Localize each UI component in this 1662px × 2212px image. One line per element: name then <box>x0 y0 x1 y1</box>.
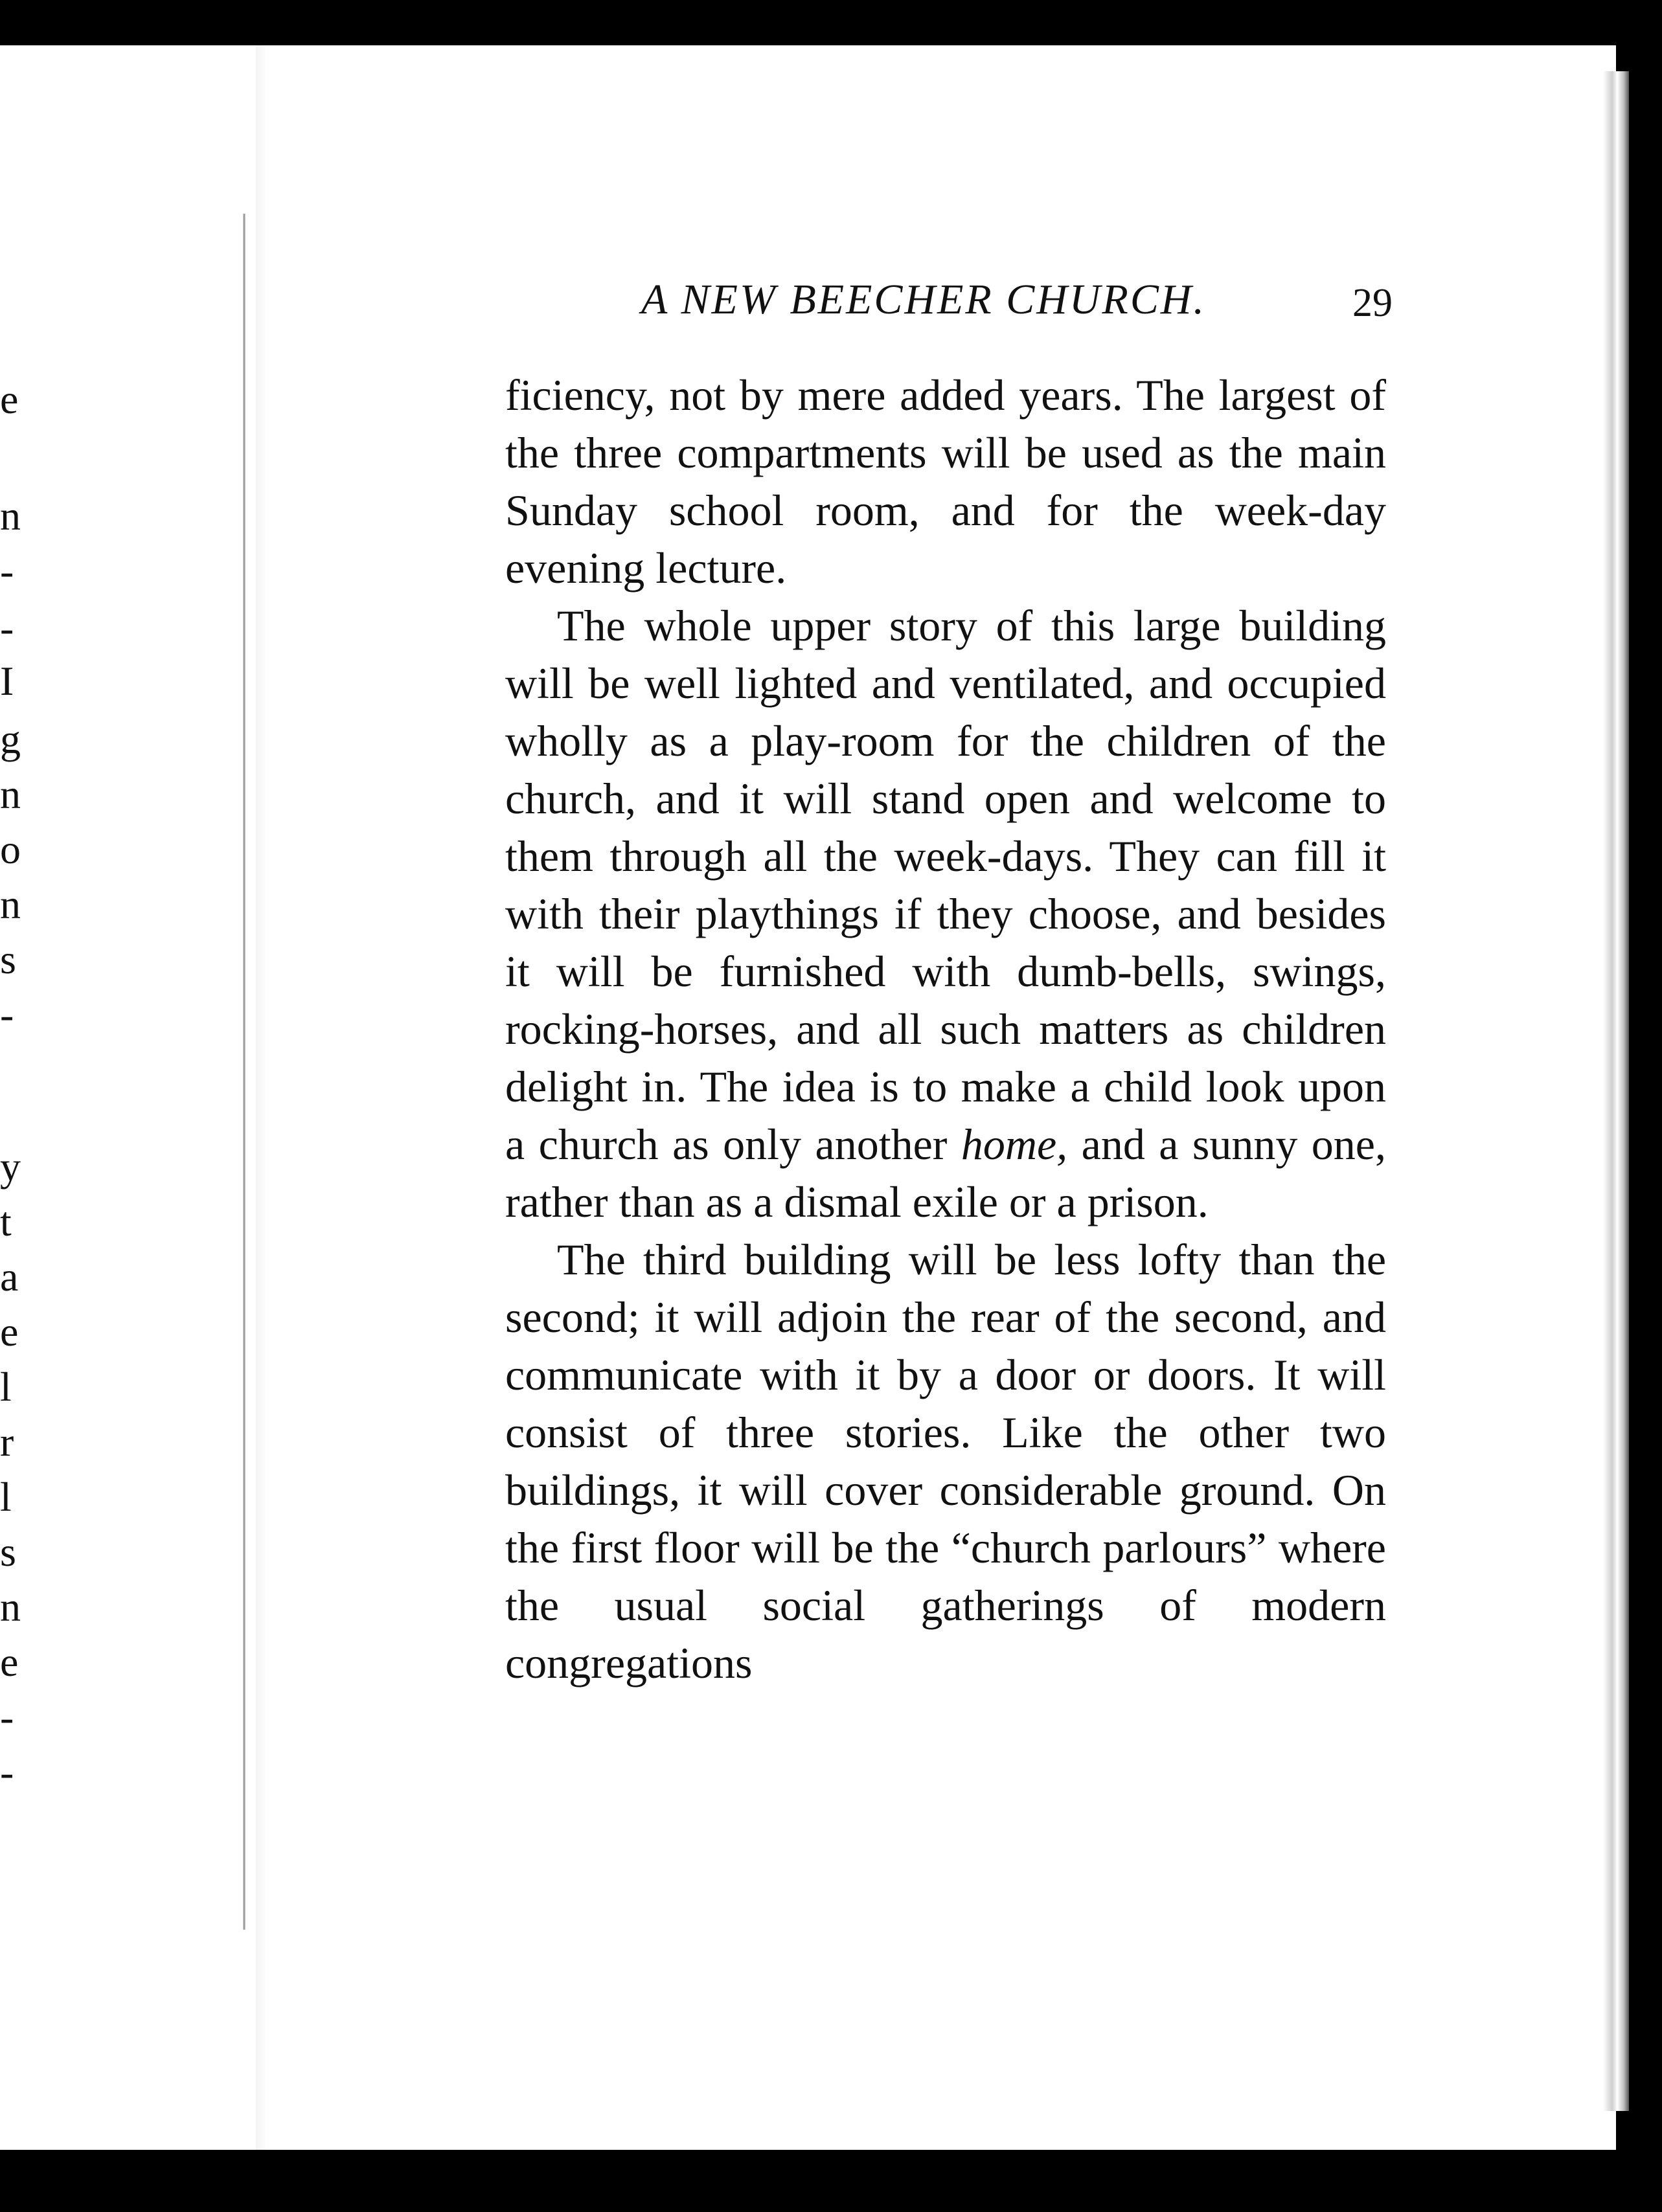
facing-letter: n <box>0 493 21 539</box>
facing-letter: n <box>0 881 21 927</box>
page-number: 29 <box>1352 281 1393 325</box>
facing-letter: e <box>0 1639 19 1685</box>
body-text <box>505 367 1386 1692</box>
facing-letter: l <box>0 1474 12 1520</box>
facing-letter: e <box>0 1309 19 1355</box>
facing-letter: - <box>0 991 14 1037</box>
facing-letter: n <box>0 1584 21 1630</box>
facing-letter: e <box>0 376 19 422</box>
emphasized-word: home, <box>961 1120 1068 1169</box>
page-edge-shadow <box>1603 71 1629 2111</box>
paragraph-text: The whole upper story of this large building will be well lighted and ventilated, and occupied wholly as a play-room for the children of the church, and it will stand open and welcome to them through all the week-days. They can fill it with their playthings if they choose, and besides it will be furnished with dumb-bells, swings, rocking-horses, and all such matters as children delight in. The idea is to make a child look upon a church as only another <box>505 601 1386 1169</box>
paragraph-continuation: ficiency, not by mere added years. The largest of the three compartments will be used as the main Sunday school room, and for the week-day evening lecture. <box>505 370 1386 592</box>
facing-letter: r <box>0 1419 14 1465</box>
facing-letter: t <box>0 1199 12 1245</box>
facing-letter: o <box>0 826 21 872</box>
scan-bottom-border <box>0 2150 1662 2212</box>
gutter-edge-line <box>243 214 245 1930</box>
facing-letter: l <box>0 1364 12 1410</box>
facing-letter: a <box>0 1254 19 1300</box>
facing-letter: - <box>0 1749 14 1795</box>
facing-letter: I <box>0 658 14 704</box>
facing-letter: n <box>0 771 21 817</box>
facing-letter: - <box>0 1694 14 1740</box>
paragraph-text: and a sunny one, rather than as a dismal exile or a prison. <box>505 1120 1386 1226</box>
running-head: A NEW BEECHER CHURCH. <box>641 276 1207 323</box>
facing-letter: - <box>0 605 14 651</box>
facing-page-fragment <box>0 45 256 2150</box>
facing-letter: s <box>0 1529 16 1575</box>
facing-letter: - <box>0 548 14 594</box>
page-header <box>641 275 1393 333</box>
facing-letter: g <box>0 716 21 762</box>
facing-letter: s <box>0 936 16 982</box>
paragraph-upper-story <box>505 597 1386 1231</box>
facing-page-letters <box>0 45 26 2150</box>
facing-letter: y <box>0 1144 21 1190</box>
paragraph-third-building: The third building will be less lofty than the second; it will adjoin the rear of the second, and communicate with it by a door or doors. It will consist of three stories. Like the other two buildings, it will cover considerable ground. On the first floor will be the “church parlours” where the usual social gatherings of modern congregations <box>505 1235 1386 1687</box>
